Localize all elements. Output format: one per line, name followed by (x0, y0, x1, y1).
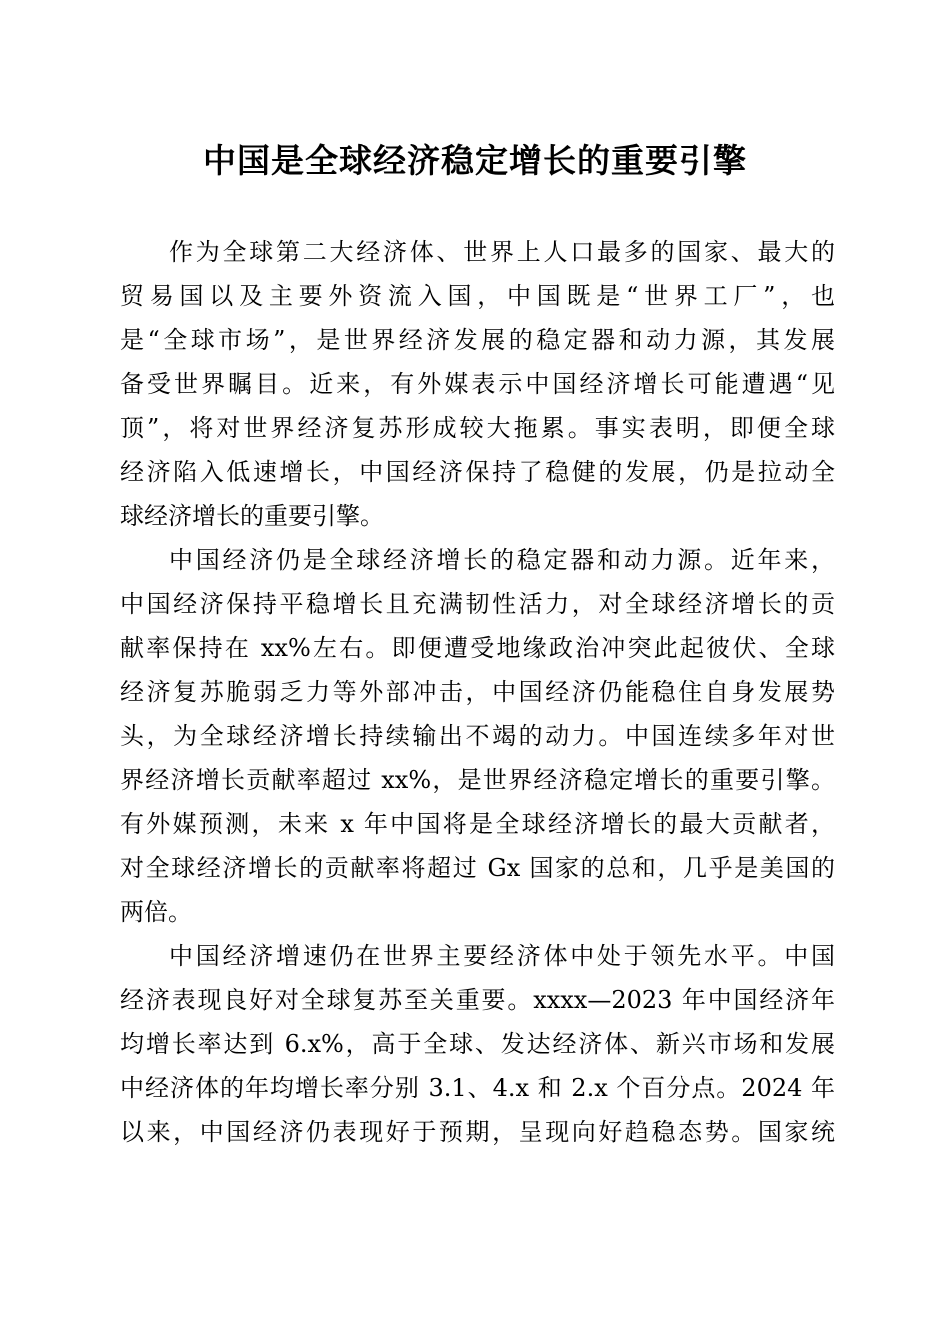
paragraph-1-line-6: 经济陷入低速增长，中国经济保持了稳健的发展，仍是拉动全 (120, 458, 835, 486)
document-title: 中国是全球经济稳定增长的重要引擎 (203, 141, 747, 180)
paragraph-2-line-4: 经济复苏脆弱乏力等外部冲击，中国经济仍能稳住自身发展势 (120, 678, 835, 706)
paragraph-3-line-2: 经济表现良好对全球复苏至关重要。xxxx—2023 年中国经济年 (120, 986, 835, 1014)
paragraph-2-line-6: 界经济增长贡献率超过 xx%，是世界经济稳定增长的重要引擎。 (120, 766, 835, 794)
paragraph-1-line-3: 是“全球市场”，是世界经济发展的稳定器和动力源，其发展 (120, 326, 835, 354)
paragraph-2-line-5: 头，为全球经济增长持续输出不竭的动力。中国连续多年对世 (120, 722, 835, 750)
paragraph-2-line-2: 中国经济保持平稳增长且充满韧性活力，对全球经济增长的贡 (120, 590, 835, 618)
document-body (120, 230, 835, 1154)
paragraph-3-line-4: 中经济体的年均增长率分别 3.1、4.x 和 2.x 个百分点。2024 年 (120, 1074, 835, 1102)
paragraph-1-line-4: 备受世界瞩目。近来，有外媒表示中国经济增长可能遭遇“见 (120, 370, 835, 398)
paragraph-2-line-3: 献率保持在 xx%左右。即便遭受地缘政治冲突此起彼伏、全球 (120, 634, 835, 662)
paragraph-2-line-8: 对全球经济增长的贡献率将超过 Gx 国家的总和，几乎是美国的 (120, 854, 835, 882)
paragraph-2-line-9: 两倍。 (120, 898, 192, 926)
paragraph-3-line-3: 均增长率达到 6.x%，高于全球、发达经济体、新兴市场和发展 (120, 1030, 835, 1058)
paragraph-3-line-1: 中国经济增速仍在世界主要经济体中处于领先水平。中国 (169, 942, 835, 970)
paragraph-3-line-5: 以来，中国经济仍表现好于预期，呈现向好趋稳态势。国家统 (120, 1118, 835, 1146)
paragraph-1-line-2: 贸易国以及主要外资流入国，中国既是“世界工厂”，也 (120, 282, 835, 310)
paragraph-2-line-7: 有外媒预测，未来 x 年中国将是全球经济增长的最大贡献者， (120, 810, 835, 838)
paragraph-1-line-7: 球经济增长的重要引擎。 (120, 502, 384, 530)
paragraph-1-line-5: 顶”，将对世界经济复苏形成较大拖累。事实表明，即便全球 (120, 414, 835, 442)
paragraph-2-line-1: 中国经济仍是全球经济增长的稳定器和动力源。近年来， (169, 546, 835, 574)
paragraph-1-line-1: 作为全球第二大经济体、世界上人口最多的国家、最大的 (169, 238, 835, 266)
